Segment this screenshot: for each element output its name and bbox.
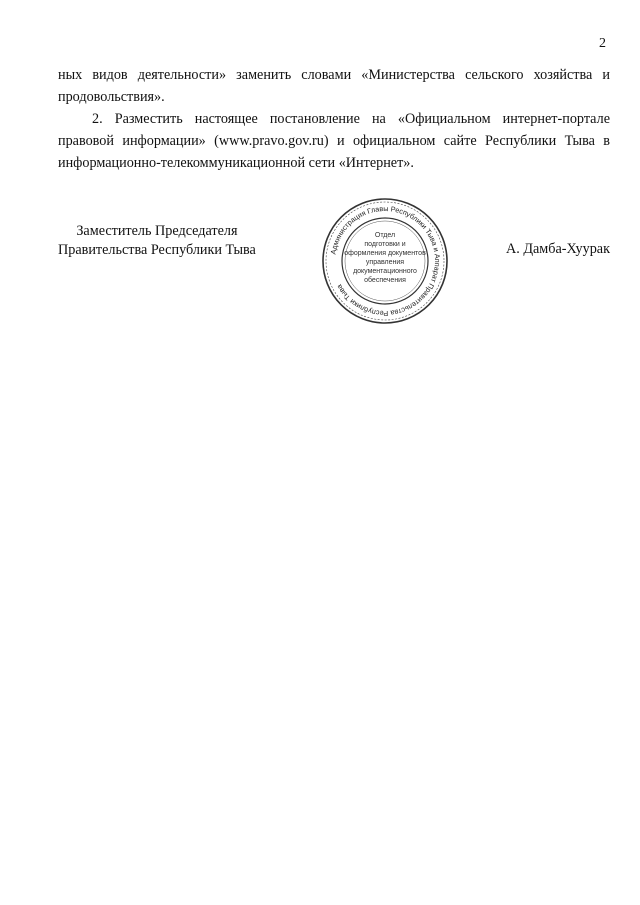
paragraph-item-2: 2. Разместить настоящее постановление на «Официальном интернет-портале правовой информации» (www.pravo.gov.ru) и официальном сайте Республики Тыва в информационно-телекоммуникационной сети «Интернет». [58,111,610,171]
paragraph-continuation: ных видов деятельности» заменить словами «Министерства сельского хозяйства и продовольствия». [58,67,610,105]
document-body [58,64,610,174]
stamp-line: Отдел [374,232,396,239]
signer-title-line2: Правительства Республики Тыва [58,242,256,258]
signer-name: А. Дамба-Хуурак [505,241,610,257]
stamp-line: подготовки и [364,241,406,248]
stamp-ring-text: Администрация Главы Республики Тыва и Аппарат Правительства Республики Тыва [328,203,443,319]
signer-title [58,222,256,260]
signer-title-line1: Заместитель Председателя [76,223,238,239]
stamp-line: управления [365,259,405,266]
signature-block [0,196,640,326]
stamp-center-text [334,231,436,285]
official-stamp [320,197,450,325]
stamp-line: обеспечения [364,277,406,284]
stamp-line: документационного [353,268,417,275]
stamp-line: оформления документов [344,250,426,257]
page-number: 2 [599,36,606,51]
